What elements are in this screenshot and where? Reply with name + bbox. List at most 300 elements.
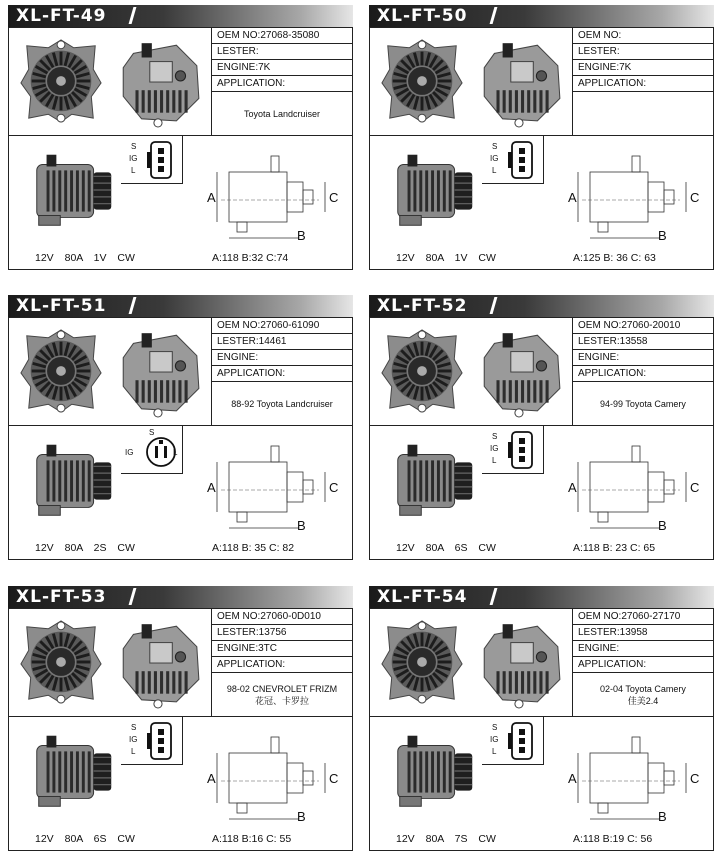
front-view-photo xyxy=(17,324,105,421)
mount-hole xyxy=(154,700,162,708)
mount-foot xyxy=(400,215,422,225)
cooling-slot xyxy=(166,671,169,693)
connector xyxy=(503,43,513,57)
dimension-values: A:118 B: 23 C: 65 xyxy=(573,542,656,554)
pulley-outline xyxy=(664,480,674,494)
rear-view-photo xyxy=(474,32,566,135)
cooling-slot xyxy=(135,90,138,112)
body-slot xyxy=(425,170,428,211)
plug-pin xyxy=(158,148,164,154)
connector xyxy=(142,333,152,347)
rear-view-photo xyxy=(113,322,205,425)
foot-outline xyxy=(598,803,608,813)
mount-hole xyxy=(418,41,426,49)
plug-pin-label: S xyxy=(149,428,155,437)
dimension-values: A:118 B:16 C: 55 xyxy=(212,833,292,845)
product-frame xyxy=(8,317,353,560)
plug-pin-label: IG xyxy=(125,448,134,457)
spec-table xyxy=(212,28,352,135)
regulator-cover xyxy=(511,643,533,663)
plug-latch xyxy=(508,152,512,168)
plug-pin-label: L xyxy=(492,747,497,756)
body-slot xyxy=(437,460,440,501)
body-slot xyxy=(70,460,73,501)
model-code: XL-FT-53 xyxy=(16,587,107,607)
body-slot xyxy=(88,751,91,792)
body-outline xyxy=(590,462,648,512)
foot-outline xyxy=(237,803,247,813)
lester-number: LESTER:13756 xyxy=(212,625,352,641)
side-view-photo xyxy=(25,725,123,822)
engine: ENGINE:3TC xyxy=(212,641,352,657)
body-slot xyxy=(58,460,61,501)
body-slot xyxy=(443,170,446,211)
cooling-slot xyxy=(515,671,518,693)
cooling-slot xyxy=(496,380,499,402)
model-header xyxy=(8,5,353,27)
application-label: APPLICATION: xyxy=(573,76,713,92)
application-text xyxy=(573,673,713,716)
body-slot xyxy=(419,460,422,501)
cooling-slot xyxy=(172,671,175,693)
spec-table xyxy=(212,318,352,425)
cooling-slot xyxy=(509,380,512,402)
ear-outline xyxy=(271,737,279,753)
cooling-slot xyxy=(521,90,524,112)
mount-hole xyxy=(57,404,65,412)
mount-hole xyxy=(418,331,426,339)
ear-outline xyxy=(632,737,640,753)
dimension-values: A:125 B: 36 C: 63 xyxy=(573,252,656,264)
body-slot xyxy=(425,460,428,501)
front-view-photo xyxy=(17,615,105,712)
body-slot xyxy=(443,751,446,792)
header-slash xyxy=(129,588,137,605)
body-slot xyxy=(425,751,428,792)
model-code: XL-FT-54 xyxy=(377,587,468,607)
dimension-drawing xyxy=(560,142,710,247)
rear-view-photo xyxy=(113,613,205,716)
plug-latch xyxy=(147,733,151,749)
plug-pin-label: L xyxy=(131,166,136,175)
dim-letter-b: B xyxy=(297,809,306,824)
product-frame xyxy=(369,27,714,270)
product-card xyxy=(369,586,714,851)
body-slot xyxy=(52,170,55,211)
body-slot xyxy=(47,170,50,211)
connector xyxy=(142,624,152,638)
electrical-spec: 12V 80A 2S CW xyxy=(35,542,135,554)
foot-outline xyxy=(598,222,608,232)
pulley-outline xyxy=(303,190,313,204)
side-connector xyxy=(408,736,418,748)
cooling-slot xyxy=(503,90,506,112)
model-code: XL-FT-49 xyxy=(16,6,107,26)
shaft-nut xyxy=(56,366,66,376)
body-slot xyxy=(82,170,85,211)
dim-letter-c: C xyxy=(690,190,700,205)
mount-hole xyxy=(57,41,65,49)
model-code: XL-FT-51 xyxy=(16,296,107,316)
shaft-nut xyxy=(417,657,427,667)
terminal-stud xyxy=(175,361,185,371)
cooling-slot xyxy=(527,90,530,112)
plug-pin-label: IG xyxy=(490,154,499,163)
plug-pin xyxy=(158,747,164,753)
dim-letter-b: B xyxy=(658,228,667,243)
foot-outline xyxy=(598,512,608,522)
front-view-photo xyxy=(378,34,466,131)
cooling-slot xyxy=(166,380,169,402)
plug-diagram xyxy=(121,426,183,474)
cooling-slot xyxy=(135,380,138,402)
mount-hole xyxy=(515,700,523,708)
cooling-slot xyxy=(178,380,181,402)
mount-foot xyxy=(39,215,61,225)
electrical-spec: 12V 80A 1V CW xyxy=(35,252,135,264)
header-slash xyxy=(129,7,137,24)
body-slot xyxy=(413,460,416,501)
body-slot xyxy=(408,170,411,211)
front-view-photo xyxy=(378,615,466,712)
regulator-cover xyxy=(150,62,172,82)
body-outline xyxy=(590,753,648,803)
cooling-slot xyxy=(148,90,151,112)
model-header xyxy=(369,586,714,608)
body-outline xyxy=(590,172,648,222)
side-view-photo xyxy=(386,725,484,822)
body-slot xyxy=(64,170,67,211)
front-view-photo xyxy=(378,324,466,421)
header-slash xyxy=(129,297,137,314)
mount-foot xyxy=(400,796,422,806)
cooling-slot xyxy=(533,671,536,693)
plug-pin-label: IG xyxy=(129,735,138,744)
spec-table xyxy=(212,609,352,716)
cooling-slot xyxy=(546,380,549,402)
oem-number: OEM NO:27060-0D010 xyxy=(212,609,352,625)
cooling-slot xyxy=(172,90,175,112)
product-card xyxy=(8,295,353,560)
cooling-slot xyxy=(166,90,169,112)
regulator-cover xyxy=(511,62,533,82)
electrical-spec: 12V 80A 1V CW xyxy=(396,252,496,264)
terminal-stud xyxy=(175,71,185,81)
plug-pin-label: S xyxy=(131,723,137,732)
cooling-slot xyxy=(172,380,175,402)
application-label: APPLICATION: xyxy=(212,76,352,92)
body-slot xyxy=(76,460,79,501)
plug-pin-label: S xyxy=(492,142,498,151)
dim-letter-c: C xyxy=(690,771,700,786)
plug-pin-label: S xyxy=(492,432,498,441)
plug-diagram xyxy=(482,426,544,474)
ear-outline xyxy=(632,446,640,462)
plug-pin-label: IG xyxy=(490,444,499,453)
model-header xyxy=(369,5,714,27)
cooling-slot xyxy=(521,380,524,402)
model-header xyxy=(369,295,714,317)
side-connector xyxy=(47,736,57,748)
model-header xyxy=(8,295,353,317)
application-line: 佳美2.4 xyxy=(627,695,659,706)
terminal-stud xyxy=(536,361,546,371)
connector xyxy=(503,624,513,638)
pulley-outline xyxy=(303,480,313,494)
cooling-slot xyxy=(515,90,518,112)
lester-number: LESTER: xyxy=(212,44,352,60)
plug-pin-label: IG xyxy=(129,154,138,163)
mount-hole xyxy=(57,114,65,122)
lester-number: LESTER:13558 xyxy=(573,334,713,350)
body-slot xyxy=(52,751,55,792)
application-text xyxy=(212,673,352,716)
plug-pin xyxy=(519,447,525,453)
oem-number: OEM NO:27068-35080 xyxy=(212,28,352,44)
body-slot xyxy=(70,751,73,792)
dimension-drawing xyxy=(199,142,349,247)
body-slot xyxy=(419,751,422,792)
side-connector xyxy=(47,445,57,457)
application-text xyxy=(212,382,352,425)
product-frame xyxy=(369,608,714,851)
cooling-slot xyxy=(509,671,512,693)
plug-pin xyxy=(519,747,525,753)
oem-number: OEM NO:27060-20010 xyxy=(573,318,713,334)
shaft-nut xyxy=(56,76,66,86)
dim-letter-a: A xyxy=(568,190,577,205)
oem-number: OEM NO: xyxy=(573,28,713,44)
mount-hole xyxy=(57,695,65,703)
product-card xyxy=(369,295,714,560)
mount-hole xyxy=(57,622,65,630)
cooling-slot xyxy=(142,380,145,402)
cooling-slot xyxy=(154,380,157,402)
body-slot xyxy=(58,170,61,211)
body-slot xyxy=(76,170,79,211)
application-label: APPLICATION: xyxy=(212,657,352,673)
plug-pin xyxy=(519,148,525,154)
body-slot xyxy=(437,170,440,211)
side-view-photo xyxy=(386,434,484,531)
dim-letter-c: C xyxy=(690,480,700,495)
dim-letter-b: B xyxy=(658,518,667,533)
plug-pin-label: L xyxy=(131,747,136,756)
dim-letter-b: B xyxy=(658,809,667,824)
cooling-slot xyxy=(527,671,530,693)
plug-latch xyxy=(508,442,512,458)
body-slot xyxy=(437,751,440,792)
body-slot xyxy=(64,460,67,501)
dim-letter-b: B xyxy=(297,518,306,533)
cooling-slot xyxy=(148,671,151,693)
spec-table xyxy=(573,318,713,425)
cooling-slot xyxy=(503,380,506,402)
plug-pin xyxy=(519,166,525,172)
cooling-slot xyxy=(160,90,163,112)
cooling-slot xyxy=(160,380,163,402)
dimension-values: A:118 B:19 C: 56 xyxy=(573,833,653,845)
body-slot xyxy=(419,170,422,211)
plug-pin xyxy=(164,446,167,458)
cooling-slot xyxy=(546,90,549,112)
cooling-slot xyxy=(539,90,542,112)
rear-view-photo xyxy=(474,322,566,425)
oem-number: OEM NO:27060-61090 xyxy=(212,318,352,334)
engine: ENGINE: xyxy=(573,641,713,657)
ear-outline xyxy=(271,156,279,172)
application-label: APPLICATION: xyxy=(573,657,713,673)
mount-hole xyxy=(418,695,426,703)
connector xyxy=(142,43,152,57)
dimension-values: A:118 B:32 C:74 xyxy=(212,252,289,264)
body-slot xyxy=(443,460,446,501)
application-line: 94-99 Toyota Camery xyxy=(600,398,686,409)
pulley-outline xyxy=(664,771,674,785)
body-slot xyxy=(70,170,73,211)
engine: ENGINE:7K xyxy=(212,60,352,76)
body-outline xyxy=(229,753,287,803)
product-frame xyxy=(369,317,714,560)
cooling-slot xyxy=(539,380,542,402)
flange-outline xyxy=(287,472,303,502)
side-connector xyxy=(408,155,418,167)
spec-table xyxy=(573,609,713,716)
plug-pin xyxy=(519,738,525,744)
mount-hole xyxy=(418,404,426,412)
body-slot xyxy=(431,751,434,792)
oem-number: OEM NO:27060-27170 xyxy=(573,609,713,625)
plug-pin xyxy=(519,729,525,735)
model-header xyxy=(8,586,353,608)
plug-diagram xyxy=(482,136,544,184)
plug-pin-label: IG xyxy=(490,735,499,744)
cooling-slot xyxy=(496,671,499,693)
dimension-drawing xyxy=(560,723,710,828)
lester-number: LESTER:14461 xyxy=(212,334,352,350)
mount-foot xyxy=(400,505,422,515)
dim-letter-b: B xyxy=(297,228,306,243)
shaft-nut xyxy=(56,657,66,667)
cooling-slot xyxy=(160,671,163,693)
cooling-slot xyxy=(148,380,151,402)
plug-latch xyxy=(147,152,151,168)
dimension-values: A:118 B: 35 C: 82 xyxy=(212,542,295,554)
application-text xyxy=(573,382,713,425)
body-slot xyxy=(88,460,91,501)
plug-pin-label: L xyxy=(173,448,178,457)
plug-diagram xyxy=(121,717,183,765)
cooling-slot xyxy=(154,90,157,112)
foot-outline xyxy=(237,512,247,522)
model-code: XL-FT-52 xyxy=(377,296,468,316)
plug-pin xyxy=(519,438,525,444)
plug-diagram xyxy=(482,717,544,765)
terminal-stud xyxy=(536,71,546,81)
cooling-slot xyxy=(142,671,145,693)
regulator-cover xyxy=(150,643,172,663)
engine: ENGINE: xyxy=(573,350,713,366)
body-slot xyxy=(413,170,416,211)
front-view-photo xyxy=(17,34,105,131)
plug-pin xyxy=(159,440,163,444)
mount-hole xyxy=(515,409,523,417)
plug-pin xyxy=(158,157,164,163)
body-slot xyxy=(431,460,434,501)
cooling-slot xyxy=(185,90,188,112)
header-slash xyxy=(490,588,498,605)
plug-pin xyxy=(155,446,158,458)
body-slot xyxy=(76,751,79,792)
application-text xyxy=(212,92,352,135)
engine: ENGINE: xyxy=(212,350,352,366)
cooling-slot xyxy=(521,671,524,693)
cooling-slot xyxy=(135,671,138,693)
application-line: 98-02 CNEVROLET FRIZM xyxy=(226,683,338,694)
plug-pin xyxy=(519,157,525,163)
mount-hole xyxy=(154,119,162,127)
body-outline xyxy=(229,462,287,512)
plug-pin xyxy=(158,166,164,172)
body-slot xyxy=(88,170,91,211)
body-slot xyxy=(82,751,85,792)
product-card xyxy=(8,5,353,270)
body-slot xyxy=(52,460,55,501)
ear-outline xyxy=(271,446,279,462)
flange-outline xyxy=(648,763,664,793)
plug-pin xyxy=(158,738,164,744)
mount-hole xyxy=(418,114,426,122)
cooling-slot xyxy=(509,90,512,112)
mount-hole xyxy=(154,409,162,417)
electrical-spec: 12V 80A 6S CW xyxy=(35,833,135,845)
product-frame xyxy=(8,608,353,851)
mount-hole xyxy=(515,119,523,127)
body-slot xyxy=(408,460,411,501)
flange-outline xyxy=(287,182,303,212)
cooling-slot xyxy=(539,671,542,693)
body-slot xyxy=(82,460,85,501)
dimension-drawing xyxy=(199,432,349,537)
header-slash xyxy=(490,7,498,24)
dim-letter-c: C xyxy=(329,771,339,786)
dim-letter-a: A xyxy=(207,480,216,495)
model-code: XL-FT-50 xyxy=(377,6,468,26)
side-view-photo xyxy=(25,144,123,241)
body-slot xyxy=(449,460,452,501)
connector xyxy=(503,333,513,347)
application-label: APPLICATION: xyxy=(212,366,352,382)
side-view-photo xyxy=(25,434,123,531)
product-card xyxy=(8,586,353,851)
lester-number: LESTER: xyxy=(573,44,713,60)
mount-foot xyxy=(39,796,61,806)
application-label: APPLICATION: xyxy=(573,366,713,382)
body-outline xyxy=(229,172,287,222)
cooling-slot xyxy=(185,671,188,693)
dim-letter-a: A xyxy=(207,190,216,205)
side-connector xyxy=(47,155,57,167)
cooling-slot xyxy=(154,671,157,693)
flange-outline xyxy=(648,472,664,502)
lester-number: LESTER:13958 xyxy=(573,625,713,641)
cooling-slot xyxy=(533,90,536,112)
electrical-spec: 12V 80A 7S CW xyxy=(396,833,496,845)
electrical-spec: 12V 80A 6S CW xyxy=(396,542,496,554)
application-line: 88-92 Toyota Landcruiser xyxy=(231,398,333,409)
plug-pin-label: L xyxy=(492,456,497,465)
body-slot xyxy=(64,751,67,792)
